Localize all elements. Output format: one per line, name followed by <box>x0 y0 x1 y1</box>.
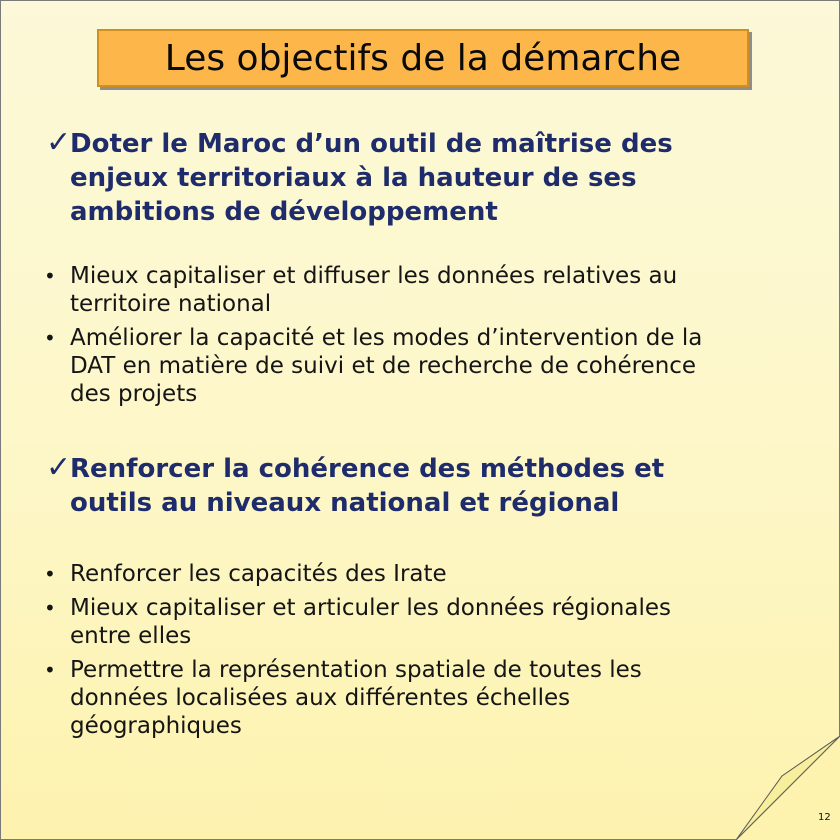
bullet-item <box>42 324 802 408</box>
bullet-dot-icon: • <box>44 264 56 288</box>
bullet-line: géographiques <box>70 713 242 739</box>
section-heading-1 <box>46 127 760 229</box>
heading-line: Doter le Maroc d’un outil de maîtrise des <box>70 129 673 159</box>
bullet-line: DAT en matière de suivi et de recherche de cohérence <box>70 353 697 379</box>
bullet-dot-icon: • <box>44 658 56 682</box>
check-mark-icon: ✓ <box>46 450 72 485</box>
bullet-line: Renforcer les capacités des Irate <box>70 561 447 587</box>
bullet-line: Mieux capitaliser et diffuser les données relatives au <box>70 263 678 289</box>
bullet-list-2 <box>42 560 802 740</box>
heading-line: outils au niveaux national et régional <box>70 488 620 518</box>
heading-line: Renforcer la cohérence des méthodes et <box>70 454 665 484</box>
bullet-list-1 <box>42 262 802 408</box>
heading-line: enjeux territoriaux à la hauteur de ses <box>70 163 637 193</box>
bullet-line: entre elles <box>70 623 192 649</box>
bullet-line: territoire national <box>70 291 272 317</box>
bullet-line: Mieux capitaliser et articuler les données régionales <box>70 595 671 621</box>
bullet-item <box>42 560 802 588</box>
bullet-dot-icon: • <box>44 596 56 620</box>
heading-line: ambitions de développement <box>70 197 498 227</box>
check-mark-icon: ✓ <box>46 125 72 160</box>
bullet-item <box>42 656 802 740</box>
bullet-line: données localisées aux différentes échelles <box>70 685 571 711</box>
page-title: Les objectifs de la démarche <box>164 37 682 79</box>
bullet-line: Permettre la représentation spatiale de toutes les <box>70 657 642 683</box>
bullet-line: Améliorer la capacité et les modes d’intervention de la <box>70 325 703 351</box>
bullet-item <box>42 594 802 650</box>
section-heading-2 <box>46 452 760 520</box>
page-number: 12 <box>818 812 831 823</box>
bullet-item <box>42 262 802 318</box>
page-curl-icon <box>736 736 840 840</box>
title-banner <box>97 29 749 87</box>
bullet-line: des projets <box>70 381 198 407</box>
bullet-dot-icon: • <box>44 326 56 350</box>
bullet-dot-icon: • <box>44 562 56 586</box>
